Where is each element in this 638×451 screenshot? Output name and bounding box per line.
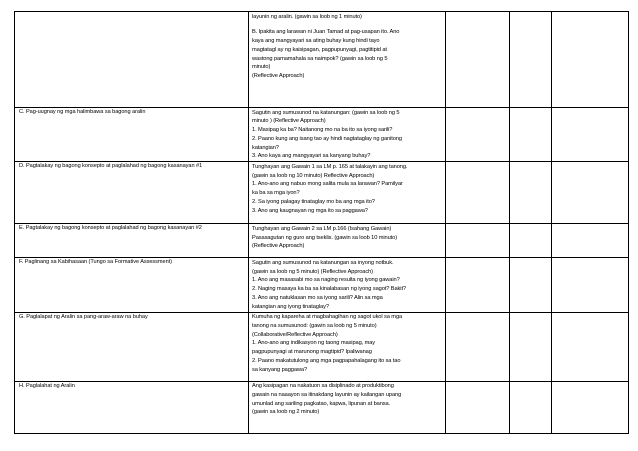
empty-cell <box>552 258 629 312</box>
activity-text <box>249 162 445 215</box>
activity-line: 2. Paano makatutulong ang mga pagpapahalagang ito sa tao <box>252 358 401 365</box>
procedure-label-cell <box>15 381 249 433</box>
activity-line: B. Ipakita ang larawan ni Juan Tamad at pag-usapan ito. Ano <box>252 29 400 36</box>
activity-text <box>249 382 445 418</box>
empty-cell <box>510 258 552 312</box>
activity-line: Tunghayan ang Gawain 2 sa LM p.166 (Isahang Gawain) <box>252 225 392 232</box>
empty-cell <box>510 12 552 108</box>
table-row <box>15 381 629 433</box>
procedure-label-cell <box>15 12 249 108</box>
activity-line: (gawin sa loob ng 10 minuto) Reflective Approach) <box>252 172 375 179</box>
activity-cell <box>249 224 446 258</box>
activity-line: Kumuha ng kapareha at magbahagihan ng sagot ukol sa mga <box>252 314 403 321</box>
empty-cell <box>446 108 510 162</box>
activity-text <box>249 108 445 161</box>
activity-line: umunlad ang sariling pagkatao, kapwa, lipunan at bansa. <box>252 400 391 407</box>
activity-line: Sagutin ang sumusunod na katanungan sa inyong notbuk. <box>252 259 394 266</box>
activity-line: Pasasagutan ng guro ang tseklis. (gawin sa loob 10 minuto) <box>252 234 398 241</box>
activity-line: 2. Paano kung ang isang tao ay hindi nagtataglay ng ganitong <box>252 135 402 142</box>
activity-cell <box>249 162 446 224</box>
activity-line: (Collaborative/Reflective Approach) <box>252 331 338 338</box>
activity-line: tanong na sumusunod: (gawin sa loob ng 5 minuto) <box>252 322 377 329</box>
activity-text <box>249 12 445 81</box>
activity-line: minuto ) (Reflective Approach) <box>252 118 326 125</box>
activity-line <box>252 21 441 28</box>
lesson-plan-table <box>14 11 629 434</box>
procedure-label-cell <box>15 224 249 258</box>
procedure-label: D. Pagtalakay ng bagong konsepto at paglalahad ng bagong kasanayan #1 <box>19 163 203 170</box>
table-row <box>15 258 629 312</box>
activity-line: 3. Ano kaya ang mangyayari sa kanyang buhay? <box>252 153 371 160</box>
activity-line: (gawin sa loob ng 5 minuto) (Reflective Approach) <box>252 268 373 275</box>
empty-cell <box>510 108 552 162</box>
procedure-label: G. Paglalapat ng Aralin sa pang-araw-araw na buhay <box>19 313 148 320</box>
empty-cell <box>446 258 510 312</box>
empty-cell <box>446 224 510 258</box>
activity-cell <box>249 381 446 433</box>
activity-line: katangian ang iyong tinataglay? <box>252 303 329 310</box>
empty-cell <box>446 162 510 224</box>
procedure-label: F. Paglinang sa Kabihasaan (Tungo sa Formative Assessment) <box>19 259 172 266</box>
activity-text <box>249 224 445 251</box>
procedure-label-cell <box>15 258 249 312</box>
activity-line: magtatagl ay ng kaisipagan, pagpupunyagi, pagtitipid at <box>252 46 387 53</box>
activity-line: Sagutin ang sumusunod na katanungan: (gawin sa loob ng 5 <box>252 109 400 116</box>
activity-line: minuto) <box>252 64 271 71</box>
empty-cell <box>552 224 629 258</box>
empty-cell <box>552 12 629 108</box>
activity-line: 1. Ano-ano ang indikasyon ng taong masipag, may <box>252 340 376 347</box>
empty-cell <box>552 162 629 224</box>
activity-cell <box>249 312 446 381</box>
empty-cell <box>510 224 552 258</box>
procedure-label <box>15 12 248 13</box>
empty-cell <box>446 381 510 433</box>
activity-line: 2. Naging masaya ka ba sa kinalabasan ng iyong sagot? Bakit? <box>252 286 406 293</box>
activity-line: 1. Masipag ka ba? Naitanong mo na ba ito sa iyong sarili? <box>252 127 393 134</box>
activity-line: sa kanyang paggawa? <box>252 366 308 373</box>
procedure-label-cell <box>15 108 249 162</box>
activity-line: layunin ng aralin. (gawin sa loob ng 1 minuto) <box>252 13 362 20</box>
activity-line: Ang kasipagan na nakatuon sa disiplinado at produktibong <box>252 383 394 390</box>
activity-line: (Reflective Approach) <box>252 73 305 80</box>
activity-text <box>249 313 445 375</box>
procedure-label-cell <box>15 312 249 381</box>
empty-cell <box>552 312 629 381</box>
table-row <box>15 312 629 381</box>
procedure-label-cell <box>15 162 249 224</box>
activity-cell <box>249 12 446 108</box>
activity-line: pagpupunyagi at marunong magtipid? Ipaliwanag <box>252 349 372 356</box>
table-row <box>15 108 629 162</box>
activity-line: 1. Ano ang masasabi mo sa naging resulta ng iyong gawain? <box>252 277 400 284</box>
empty-cell <box>510 162 552 224</box>
activity-line: ka ba sa mga iyon? <box>252 190 300 197</box>
activity-line: 3. Ano ang kaugnayan ng mga ito sa paggawa? <box>252 207 368 214</box>
empty-cell <box>552 108 629 162</box>
empty-cell <box>510 312 552 381</box>
activity-line: 1. Ano-ano ang nabuo mong salita mula sa larawan? Pamilyar <box>252 181 403 188</box>
table-row <box>15 224 629 258</box>
table-row <box>15 162 629 224</box>
activity-line: wastong pamamahala sa naimpok? (gawin sa loob ng 5 <box>252 55 388 62</box>
activity-line: (gawin sa loob ng 2 minuto) <box>252 409 320 416</box>
activity-text <box>249 258 445 311</box>
activity-cell <box>249 258 446 312</box>
activity-line: gawain na naaayon sa itinakdang layunin ay kailangan upang <box>252 391 402 398</box>
empty-cell <box>552 381 629 433</box>
activity-line: kaya ang mangyayari sa ating buhay kung hindi tayo <box>252 38 380 45</box>
empty-cell <box>510 381 552 433</box>
procedure-label: E. Pagtalakay ng bagong konsepto at paglalahad ng bagong kasanayan #2 <box>19 225 202 232</box>
procedure-label: C. Pag-uugnay ng mga halimbawa sa bagong aralin <box>19 109 146 115</box>
activity-line: 2. Sa iyong palagay tinataglay mo ba ang mga ito? <box>252 198 375 205</box>
procedure-label: H. Paglalahat ng Aralin <box>19 382 75 389</box>
activity-cell <box>249 108 446 162</box>
activity-line: katangian? <box>252 144 279 151</box>
activity-line: (Reflective Approach) <box>252 243 305 250</box>
empty-cell <box>446 12 510 108</box>
activity-line: 3. Ano ang natuklasan mo sa iyong sarili? Alin sa mga <box>252 294 383 301</box>
empty-cell <box>446 312 510 381</box>
table-row <box>15 12 629 108</box>
activity-line: Tunghayan ang Gawain 1 sa LM p. 165 at talakayin ang tanong. <box>252 163 408 170</box>
